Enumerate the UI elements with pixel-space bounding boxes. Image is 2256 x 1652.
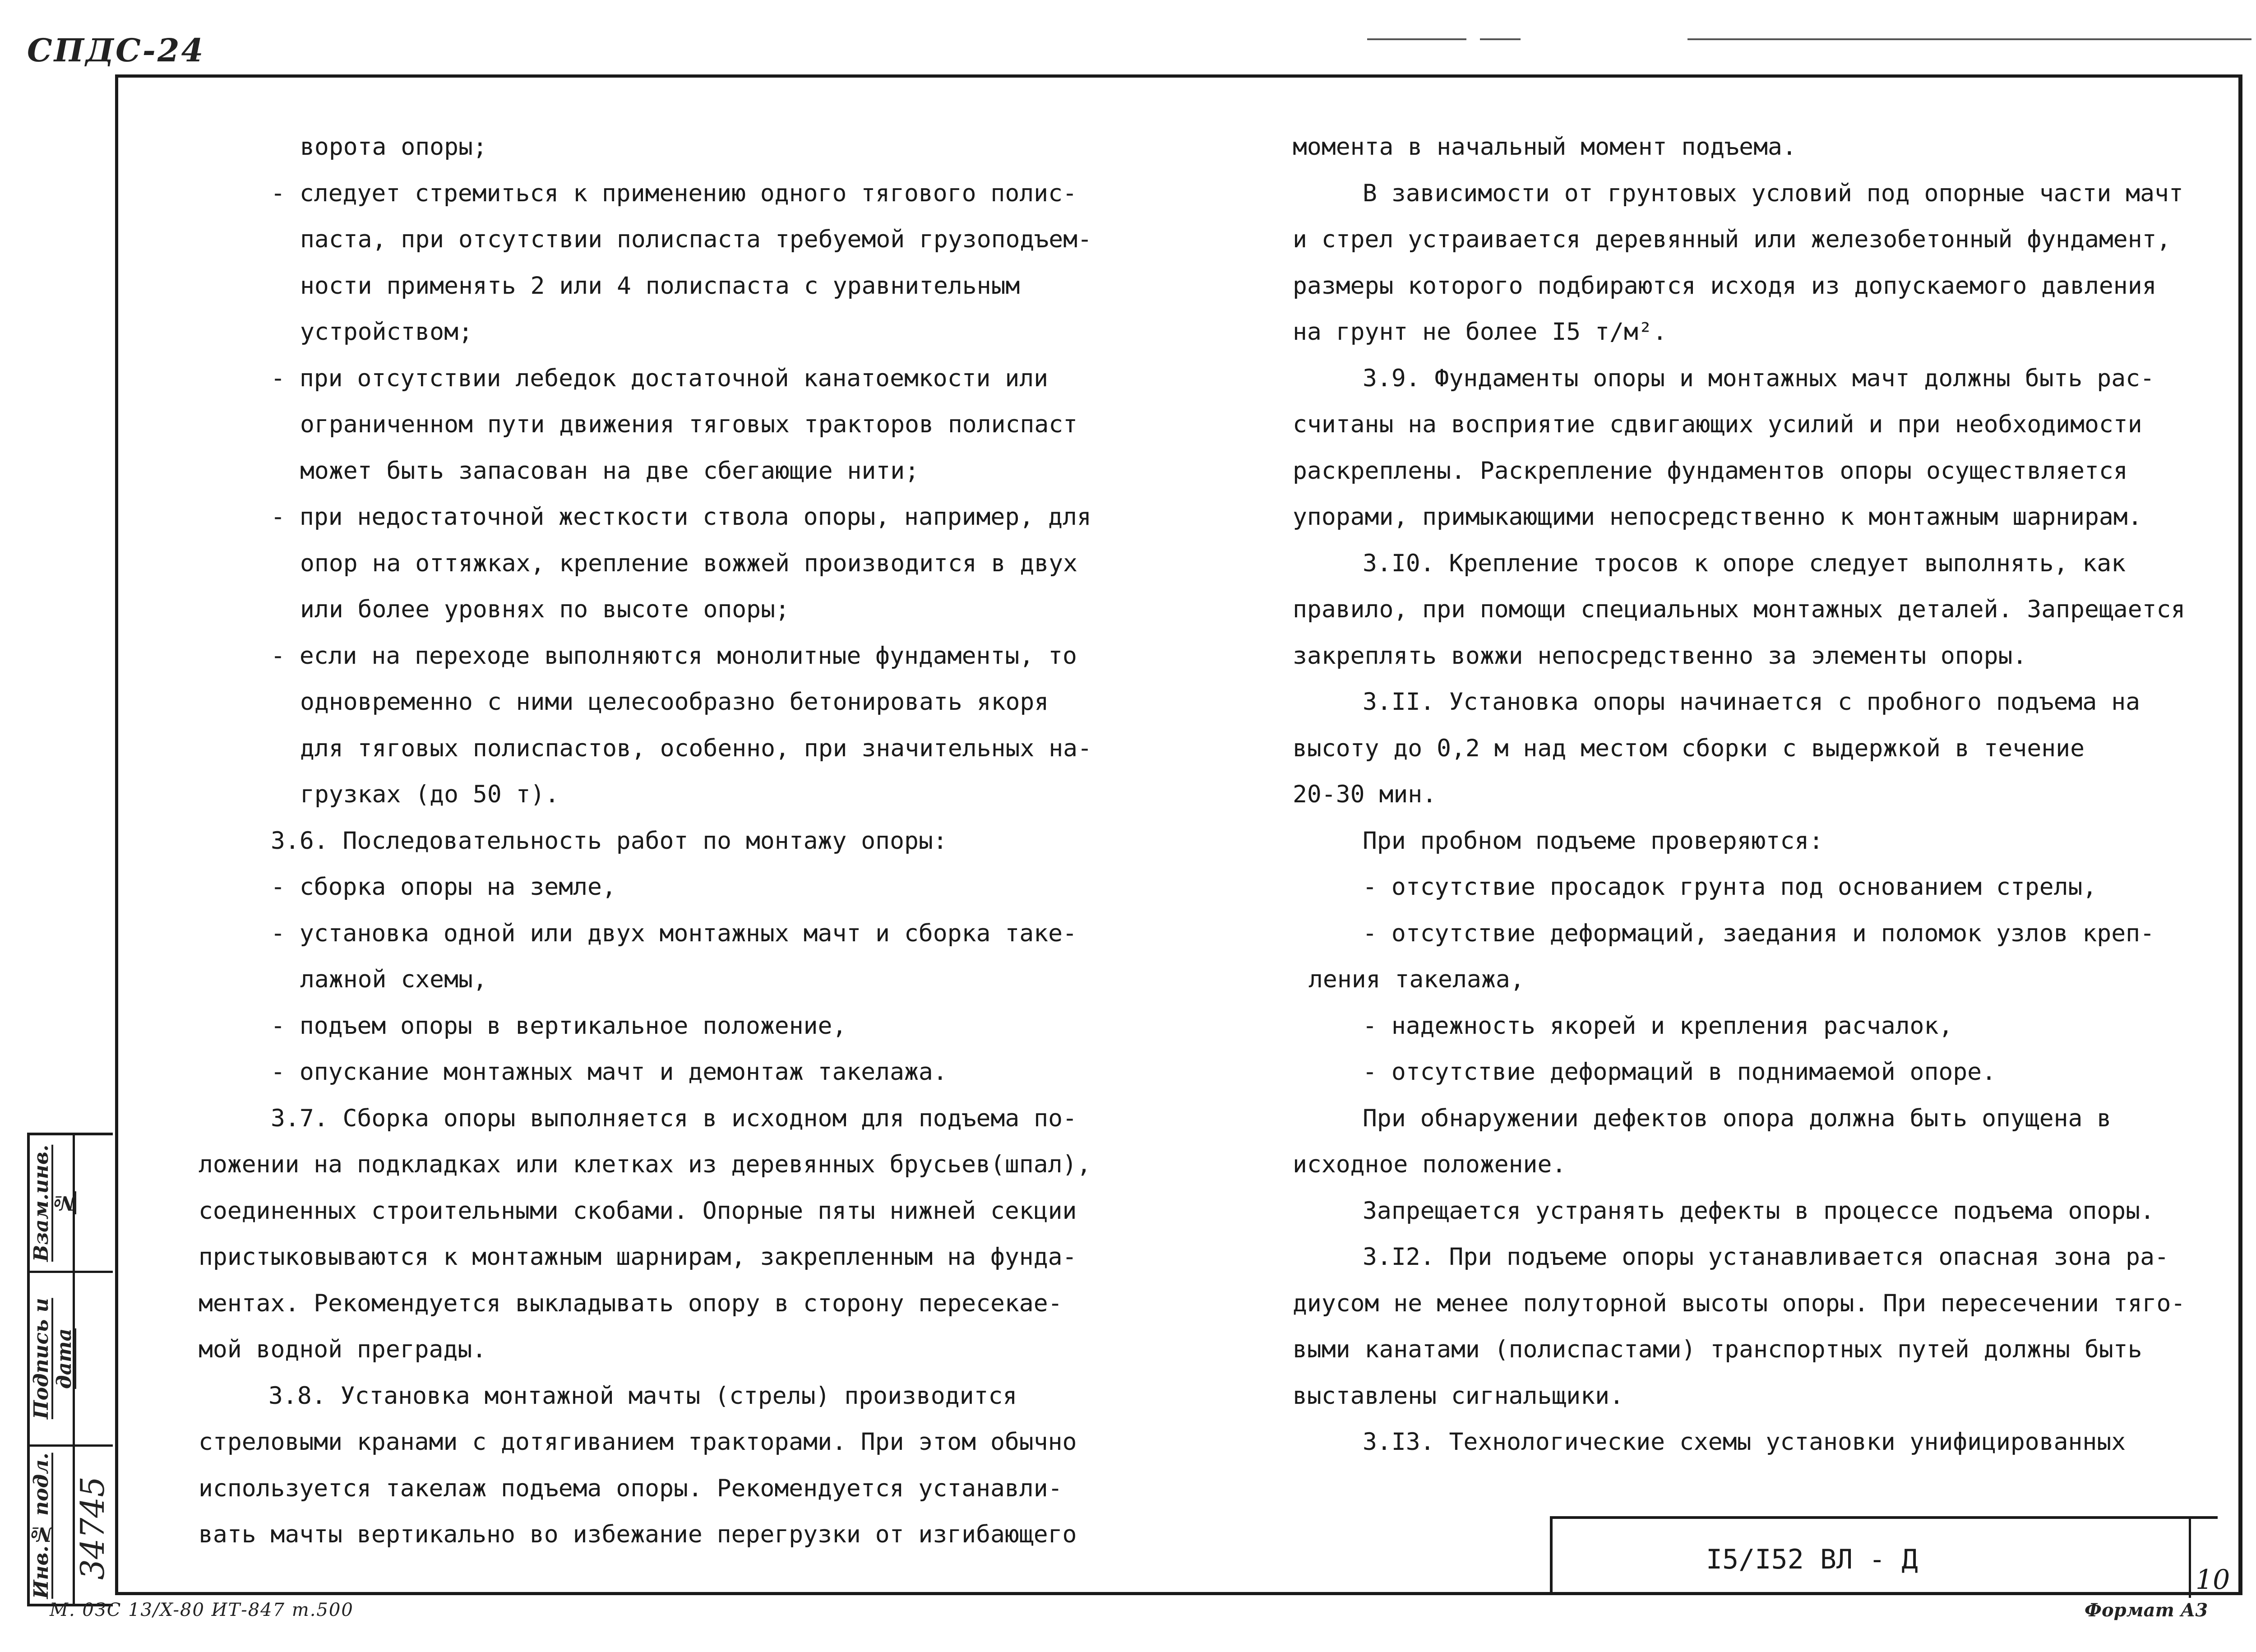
text-line: При обнаружении дефектов опора должна быть опущена в xyxy=(1363,1104,2112,1132)
text-line: При пробном подъеме проверяются: xyxy=(1363,827,1824,855)
inventory-number: 34745 xyxy=(74,1476,111,1580)
text-line: лажной схемы, xyxy=(300,966,487,993)
text-line: ложении на подкладках или клетках из деревянных брусьев(шпал), xyxy=(199,1151,1091,1178)
text-line: ности применять 2 или 4 полиспаста с уравнительным xyxy=(300,272,1020,300)
format-label: Формат А3 xyxy=(2085,1600,2208,1621)
title-block xyxy=(1550,1516,2230,1596)
text-line: ограниченном пути движения тяговых тракторов полиспаст xyxy=(300,411,1078,438)
text-line: и стрел устраивается деревянный или железобетонный фундамент, xyxy=(1293,226,2171,253)
text-line: размеры которого подбираются исходя из допускаемого давления xyxy=(1293,272,2157,300)
text-line: момента в начальный момент подъема. xyxy=(1293,133,1797,161)
text-line: 3.9. Фундаменты опоры и монтажных мачт должны быть рас- xyxy=(1363,364,2154,392)
signature-date-label: Подпись и дата xyxy=(30,1298,76,1420)
text-line: - отсутствие деформаций в поднимаемой опоре. xyxy=(1363,1058,1996,1086)
original-inventory-label: Инв.№ подл. xyxy=(30,1453,53,1599)
handwritten-doc-code: СПДС-24 xyxy=(27,32,205,69)
text-line: упорами, примыкающими непосредственно к монтажным шарнирам. xyxy=(1293,503,2142,531)
text-line: - следует стремиться к применению одного тягового полис- xyxy=(271,179,1077,207)
text-line: - опускание монтажных мачт и демонтаж такелажа. xyxy=(271,1058,948,1086)
text-line: 3.I2. При подъеме опоры устанавливается опасная зона ра- xyxy=(1363,1243,2169,1271)
header-line xyxy=(1687,38,2251,40)
text-line: или более уровнях по высоте опоры; xyxy=(300,596,790,623)
text-line: одновременно с ними целесообразно бетонировать якоря xyxy=(300,688,1049,716)
text-line: используется такелаж подъема опоры. Рекомендуется устанавли- xyxy=(199,1474,1063,1502)
right-text-column xyxy=(1293,124,2185,1466)
text-line: Запрещается устранять дефекты в процессе подъема опоры. xyxy=(1363,1197,2154,1225)
text-line: 3.I3. Технологические схемы установки унифицированных xyxy=(1363,1428,2126,1456)
text-line: грузках (до 50 т). xyxy=(300,781,559,808)
text-line: может быть запасован на две сбегающие нити; xyxy=(300,457,920,485)
text-line: исходное положение. xyxy=(1293,1151,1567,1178)
side-stamp-panel xyxy=(27,1133,113,1606)
text-line: устройством; xyxy=(300,318,473,346)
text-line: соединенных строительными скобами. Опорные пяты нижней секции xyxy=(199,1197,1077,1225)
document-code: I5/I52 ВЛ - Д xyxy=(1706,1544,1918,1575)
text-line: - отсутствие просадок грунта под основанием стрелы, xyxy=(1363,873,2097,901)
page-number-box xyxy=(2189,1519,2230,1598)
text-line: стреловыми кранами с дотягиванием тракторами. При этом обычно xyxy=(199,1428,1077,1456)
text-line: 3.7. Сборка опоры выполняется в исходном для подъема по- xyxy=(271,1104,1077,1132)
text-line: высоту до 0,2 м над местом сборки с выдержкой в течение xyxy=(1293,734,2085,762)
text-line: диусом не менее полуторной высоты опоры. При пересечении тяго- xyxy=(1293,1289,2186,1317)
text-line: вать мачты вертикально во избежание перегрузки от изгибающего xyxy=(199,1521,1077,1548)
text-line: - отсутствие деформаций, заедания и поломок узлов креп- xyxy=(1363,919,2154,947)
page-number: 10 xyxy=(2196,1564,2230,1596)
text-line: В зависимости от грунтовых условий под опорные части мачт xyxy=(1363,179,2183,207)
text-line: паста, при отсутствии полиспаста требуемой грузоподъем- xyxy=(300,226,1092,253)
text-line: для тяговых полиспастов, особенно, при значительных на- xyxy=(300,734,1092,762)
text-line: 3.II. Установка опоры начинается с пробного подъема на xyxy=(1363,688,2140,716)
text-line: 3.8. Установка монтажной мачты (стрелы) производится xyxy=(268,1382,1017,1410)
replacement-inventory-label: Взам.инв.№ xyxy=(30,1144,76,1262)
text-line: выставлены сигнальщики. xyxy=(1293,1382,1624,1410)
text-line: раскреплены. Раскрепление фундаментов опоры осуществляется xyxy=(1293,457,2128,485)
text-line: опор на оттяжках, крепление вожжей производится в двух xyxy=(300,549,1078,577)
text-line: ментах. Рекомендуется выкладывать опору в сторону пересекае- xyxy=(199,1289,1063,1317)
text-line: 20-30 мин. xyxy=(1293,781,1437,808)
text-line: ворота опоры; xyxy=(300,133,487,161)
header-line xyxy=(1367,38,1466,40)
text-line: - если на переходе выполняются монолитные фундаменты, то xyxy=(271,642,1077,670)
text-line: выми канатами (полиспастами) транспортных путей должны быть xyxy=(1293,1336,2142,1363)
text-line: - при недостаточной жесткости ствола опоры, например, для xyxy=(271,503,1091,531)
text-line: 3.6. Последовательность работ по монтажу опоры: xyxy=(271,827,948,855)
text-line: на грунт не более I5 т/м². xyxy=(1293,318,1667,346)
text-line: пристыковываются к монтажным шарнирам, закрепленным на фунда- xyxy=(199,1243,1077,1271)
text-line: - при отсутствии лебедок достаточной канатоемкости или xyxy=(271,364,1049,392)
text-line: - сборка опоры на земле, xyxy=(271,873,616,901)
text-line: - подъем опоры в вертикальное положение, xyxy=(271,1012,847,1040)
text-line: правило, при помощи специальных монтажных деталей. Запрещается xyxy=(1293,596,2186,623)
text-line: - надежность якорей и крепления расчалок, xyxy=(1363,1012,1953,1040)
text-line: 3.I0. Крепление тросов к опоре следует выполнять, как xyxy=(1363,549,2126,577)
text-line: мой водной преграды. xyxy=(199,1336,487,1363)
header-line xyxy=(1480,38,1521,40)
text-line: - установка одной или двух монтажных мачт и сборка таке- xyxy=(271,919,1077,947)
print-order-note: М. 0ЗС 13/X-80 ИТ-847 т.500 xyxy=(50,1600,354,1620)
text-line: считаны на восприятие сдвигающих усилий и при необходимости xyxy=(1293,411,2142,438)
left-text-column xyxy=(199,124,1092,1558)
text-line: ления такелажа, xyxy=(1308,966,1525,993)
text-line: закреплять вожжи непосредственно за элементы опоры. xyxy=(1293,642,2027,670)
